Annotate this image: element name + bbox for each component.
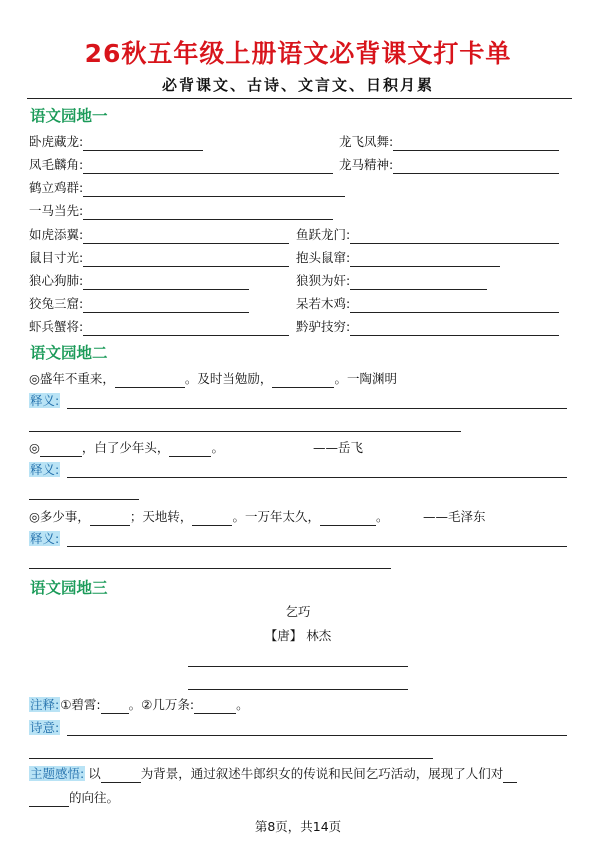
page-subtitle: 必背课文、古诗、文言文、日积月累 bbox=[161, 76, 434, 94]
idiom-item: 狼狈为奸: bbox=[296, 273, 487, 290]
idiom-item: 如虎添翼: bbox=[29, 227, 289, 244]
answer-line bbox=[29, 758, 433, 759]
page-title: 26秋五年级上册语文必背课文打卡单 bbox=[84, 39, 512, 68]
section-heading-2: 语文园地二 bbox=[30, 343, 108, 362]
answer-line bbox=[67, 408, 567, 409]
note-row: 注释:①碧霄: 。②几万条: 。 bbox=[30, 697, 249, 712]
theme-row: 主题感悟: 以 为背景，通过叙述牛郎织女的传说和民间乞巧活动，展现了人们对 bbox=[29, 766, 517, 783]
poem-answer-line bbox=[188, 689, 408, 690]
title-divider bbox=[27, 98, 572, 99]
answer-line bbox=[29, 431, 461, 432]
idiom-item: 卧虎藏龙: bbox=[29, 134, 203, 151]
theme-row-cont: 的向往。 bbox=[29, 790, 119, 807]
poem-author: ——岳飞 bbox=[313, 440, 364, 455]
page-number: 第8页，共14页 bbox=[254, 819, 342, 834]
poem-meaning-label: 诗意: bbox=[30, 720, 60, 735]
idiom-item: 狡兔三窟: bbox=[29, 296, 249, 313]
idiom-item: 龙马精神: bbox=[339, 157, 559, 174]
idiom-item: 鱼跃龙门: bbox=[296, 227, 559, 244]
idiom-item: 虾兵蟹将: bbox=[29, 319, 289, 336]
meaning-label: 释义: bbox=[30, 531, 60, 546]
idiom-item: 抱头鼠窜: bbox=[296, 250, 500, 267]
meaning-label: 释义: bbox=[30, 393, 60, 408]
answer-line bbox=[67, 477, 567, 478]
answer-line bbox=[29, 568, 391, 569]
idiom-item: 黔驴技穷: bbox=[296, 319, 559, 336]
idiom-item: 鹤立鸡群: bbox=[29, 180, 345, 197]
poem-author: 【唐】 林杰 bbox=[264, 628, 332, 643]
section-heading-1: 语文园地一 bbox=[30, 106, 108, 125]
idiom-item: 凤毛麟角: bbox=[29, 157, 333, 174]
poem-line-3: ◎多少事， ；天地转， 。一万年太久， 。 bbox=[29, 509, 389, 524]
idiom-item: 一马当先: bbox=[29, 203, 333, 220]
poem-answer-line bbox=[188, 666, 408, 667]
answer-line bbox=[67, 546, 567, 547]
poem-line-1: ◎盛年不重来， 。及时当勉励， 。一陶渊明 bbox=[29, 371, 397, 386]
section-heading-3: 语文园地三 bbox=[30, 578, 108, 597]
idiom-item: 狼心狗肺: bbox=[29, 273, 249, 290]
poem-title: 乞巧 bbox=[285, 604, 311, 619]
poem-line-2: ◎ ，白了少年头， 。 bbox=[29, 440, 224, 455]
idiom-item: 龙飞凤舞: bbox=[339, 134, 559, 151]
poem-author: ——毛泽东 bbox=[423, 509, 486, 524]
answer-line bbox=[29, 499, 139, 500]
meaning-label: 释义: bbox=[30, 462, 60, 477]
idiom-item: 呆若木鸡: bbox=[296, 296, 559, 313]
answer-line bbox=[67, 735, 567, 736]
idiom-item: 鼠目寸光: bbox=[29, 250, 289, 267]
